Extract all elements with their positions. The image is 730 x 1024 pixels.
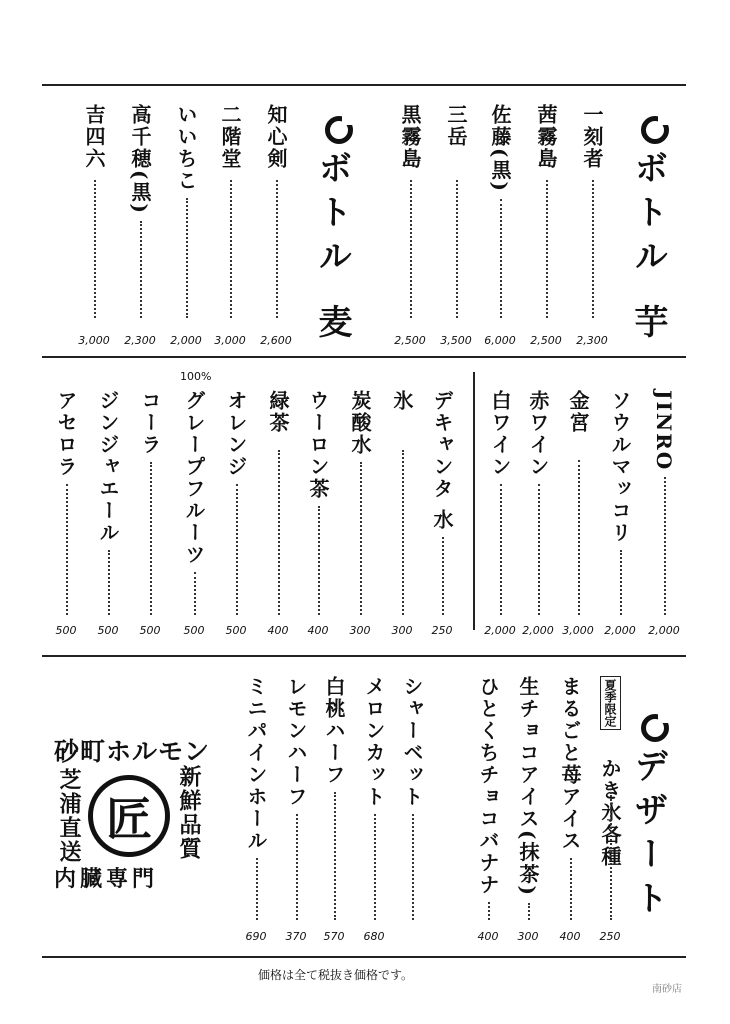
leader-dots bbox=[570, 858, 572, 920]
leader-dots bbox=[500, 484, 502, 615]
menu-item-price: 300 bbox=[349, 624, 371, 637]
menu-item-price: 500 bbox=[225, 624, 247, 637]
menu-item-price: 400 bbox=[559, 930, 581, 943]
menu-item-price: 2,000 bbox=[604, 624, 636, 637]
logo-seal-icon: 匠 bbox=[88, 775, 170, 857]
leader-dots bbox=[620, 550, 622, 615]
menu-item-price: 500 bbox=[139, 624, 161, 637]
menu-item-name: ウーロン茶 bbox=[306, 390, 330, 500]
menu-item-price: 3,000 bbox=[214, 334, 246, 347]
menu-item-name: 生チョコアイス(抹茶) bbox=[516, 676, 540, 897]
menu-item-price: 250 bbox=[599, 930, 621, 943]
menu-item-name: 知心剣 bbox=[264, 104, 288, 170]
leader-dots bbox=[500, 199, 502, 318]
menu-item-name: シャーベット bbox=[400, 676, 424, 808]
leader-dots bbox=[592, 180, 594, 318]
leader-dots bbox=[296, 814, 298, 920]
leader-dots bbox=[236, 484, 238, 615]
menu-item-name: 三岳 bbox=[444, 104, 468, 148]
menu-item-name: 氷 bbox=[390, 390, 414, 412]
logo-bottom-row: 内臓専門 bbox=[54, 867, 159, 892]
heading-dessert: デザート bbox=[628, 748, 668, 924]
section-rule-2 bbox=[42, 655, 686, 657]
menu-item-name: オレンジ bbox=[224, 390, 248, 478]
menu-item-price: 2,500 bbox=[394, 334, 426, 347]
menu-item-name: JINRO bbox=[652, 390, 676, 472]
leader-dots bbox=[334, 792, 336, 920]
menu-item-price: 370 bbox=[285, 930, 307, 943]
menu-item-name: 緑茶 bbox=[266, 390, 290, 434]
store-name: 南砂店 bbox=[652, 984, 682, 995]
menu-item-price: 300 bbox=[517, 930, 539, 943]
menu-item-price: 3,500 bbox=[440, 334, 472, 347]
menu-item-name: ジンジャエール bbox=[96, 390, 120, 544]
menu-item-name: 赤ワイン bbox=[526, 390, 550, 478]
menu-item-price: 2,000 bbox=[522, 624, 554, 637]
heading-bottle-imo: ボトル 芋 bbox=[628, 150, 668, 348]
menu-item-price: 6,000 bbox=[484, 334, 516, 347]
menu-item-name: 黒霧島 bbox=[398, 104, 422, 170]
section-rule-1 bbox=[42, 356, 686, 358]
leader-dots bbox=[150, 462, 152, 615]
menu-item-price: 2,300 bbox=[124, 334, 156, 347]
leader-dots bbox=[442, 537, 444, 615]
menu-item-name: レモンハーフ bbox=[284, 676, 308, 808]
menu-item-price: 2,000 bbox=[170, 334, 202, 347]
menu-item-name: デキャンタ 水 bbox=[430, 390, 454, 531]
leader-dots bbox=[546, 180, 548, 318]
menu-item-price: 3,000 bbox=[562, 624, 594, 637]
menu-item-price: 680 bbox=[363, 930, 385, 943]
leader-dots bbox=[412, 814, 414, 920]
menu-item-price: 2,300 bbox=[576, 334, 608, 347]
bullet-circle-icon bbox=[641, 714, 669, 742]
menu-item-name: 佐藤(黒) bbox=[488, 104, 512, 193]
footer-note: 価格は全て税抜き価格です。 bbox=[258, 968, 414, 982]
leader-dots bbox=[230, 180, 232, 318]
menu-item-name: 一刻者 bbox=[580, 104, 604, 170]
menu-item-name: まるごと苺アイス bbox=[558, 676, 582, 852]
menu-item-name: 高千穂(黒) bbox=[128, 104, 152, 215]
menu-item-name: グレープフルーツ bbox=[182, 390, 206, 566]
menu-item-name: いいちこ bbox=[174, 104, 198, 192]
menu-item-price: 250 bbox=[431, 624, 453, 637]
menu-item-price: 500 bbox=[97, 624, 119, 637]
leader-dots bbox=[318, 506, 320, 615]
badge-100-percent: 100% bbox=[180, 370, 212, 383]
logo-title: 砂町ホルモン bbox=[54, 737, 211, 766]
menu-item-price: 570 bbox=[323, 930, 345, 943]
bottom-rule bbox=[42, 956, 686, 958]
menu-item-name: かき氷各種 bbox=[598, 758, 622, 868]
menu-item-price: 500 bbox=[55, 624, 77, 637]
column-divider bbox=[473, 372, 475, 630]
bullet-circle-icon bbox=[325, 116, 353, 144]
menu-item-name: ソウルマッコリ bbox=[608, 390, 632, 544]
leader-dots bbox=[186, 198, 188, 318]
menu-item-name: ミニパインホール bbox=[244, 676, 268, 852]
menu-item-name: 白ワイン bbox=[488, 390, 512, 478]
menu-item-price: 400 bbox=[267, 624, 289, 637]
leader-dots bbox=[360, 462, 362, 615]
leader-dots bbox=[528, 903, 530, 920]
menu-item-name: コーラ bbox=[138, 390, 162, 456]
leader-dots bbox=[194, 572, 196, 615]
menu-item-price: 2,000 bbox=[648, 624, 680, 637]
menu-item-price: 690 bbox=[245, 930, 267, 943]
menu-item-name: アセロラ bbox=[54, 390, 78, 478]
leader-dots bbox=[578, 460, 580, 615]
logo-right-column: 新鮮品質 bbox=[176, 765, 201, 861]
menu-item-name: 金宮 bbox=[566, 390, 590, 434]
menu-item-price: 400 bbox=[477, 930, 499, 943]
leader-dots bbox=[664, 477, 666, 615]
menu-item-name: 白桃ハーフ bbox=[322, 676, 346, 786]
leader-dots bbox=[94, 180, 96, 318]
leader-dots bbox=[278, 450, 280, 615]
bullet-circle-icon bbox=[641, 116, 669, 144]
menu-item-price: 500 bbox=[183, 624, 205, 637]
leader-dots bbox=[610, 792, 612, 920]
menu-item-name: 茜霧島 bbox=[534, 104, 558, 170]
menu-item-price: 3,000 bbox=[78, 334, 110, 347]
seasonal-note: 夏季限定 bbox=[600, 676, 621, 730]
leader-dots bbox=[538, 484, 540, 615]
menu-item-price: 300 bbox=[391, 624, 413, 637]
leader-dots bbox=[456, 180, 458, 318]
menu-item-price: 2,000 bbox=[484, 624, 516, 637]
heading-bottle-mugi: ボトル 麦 bbox=[312, 150, 352, 348]
menu-item-price: 400 bbox=[307, 624, 329, 637]
leader-dots bbox=[488, 902, 490, 920]
menu-item-name: 二階堂 bbox=[218, 104, 242, 170]
menu-item-name: 炭酸水 bbox=[348, 390, 372, 456]
menu-item-name: ひとくちチョコバナナ bbox=[476, 676, 500, 896]
leader-dots bbox=[374, 814, 376, 920]
menu-item-price: 2,600 bbox=[260, 334, 292, 347]
leader-dots bbox=[402, 450, 404, 615]
menu-item-price: 2,500 bbox=[530, 334, 562, 347]
leader-dots bbox=[108, 550, 110, 615]
leader-dots bbox=[256, 858, 258, 920]
leader-dots bbox=[276, 180, 278, 318]
leader-dots bbox=[140, 221, 142, 318]
leader-dots bbox=[410, 180, 412, 318]
logo-left-column: 芝浦直送 bbox=[56, 768, 81, 864]
menu-item-name: メロンカット bbox=[362, 676, 386, 808]
leader-dots bbox=[66, 484, 68, 615]
top-rule bbox=[42, 84, 686, 86]
menu-item-name: 吉四六 bbox=[82, 104, 106, 170]
